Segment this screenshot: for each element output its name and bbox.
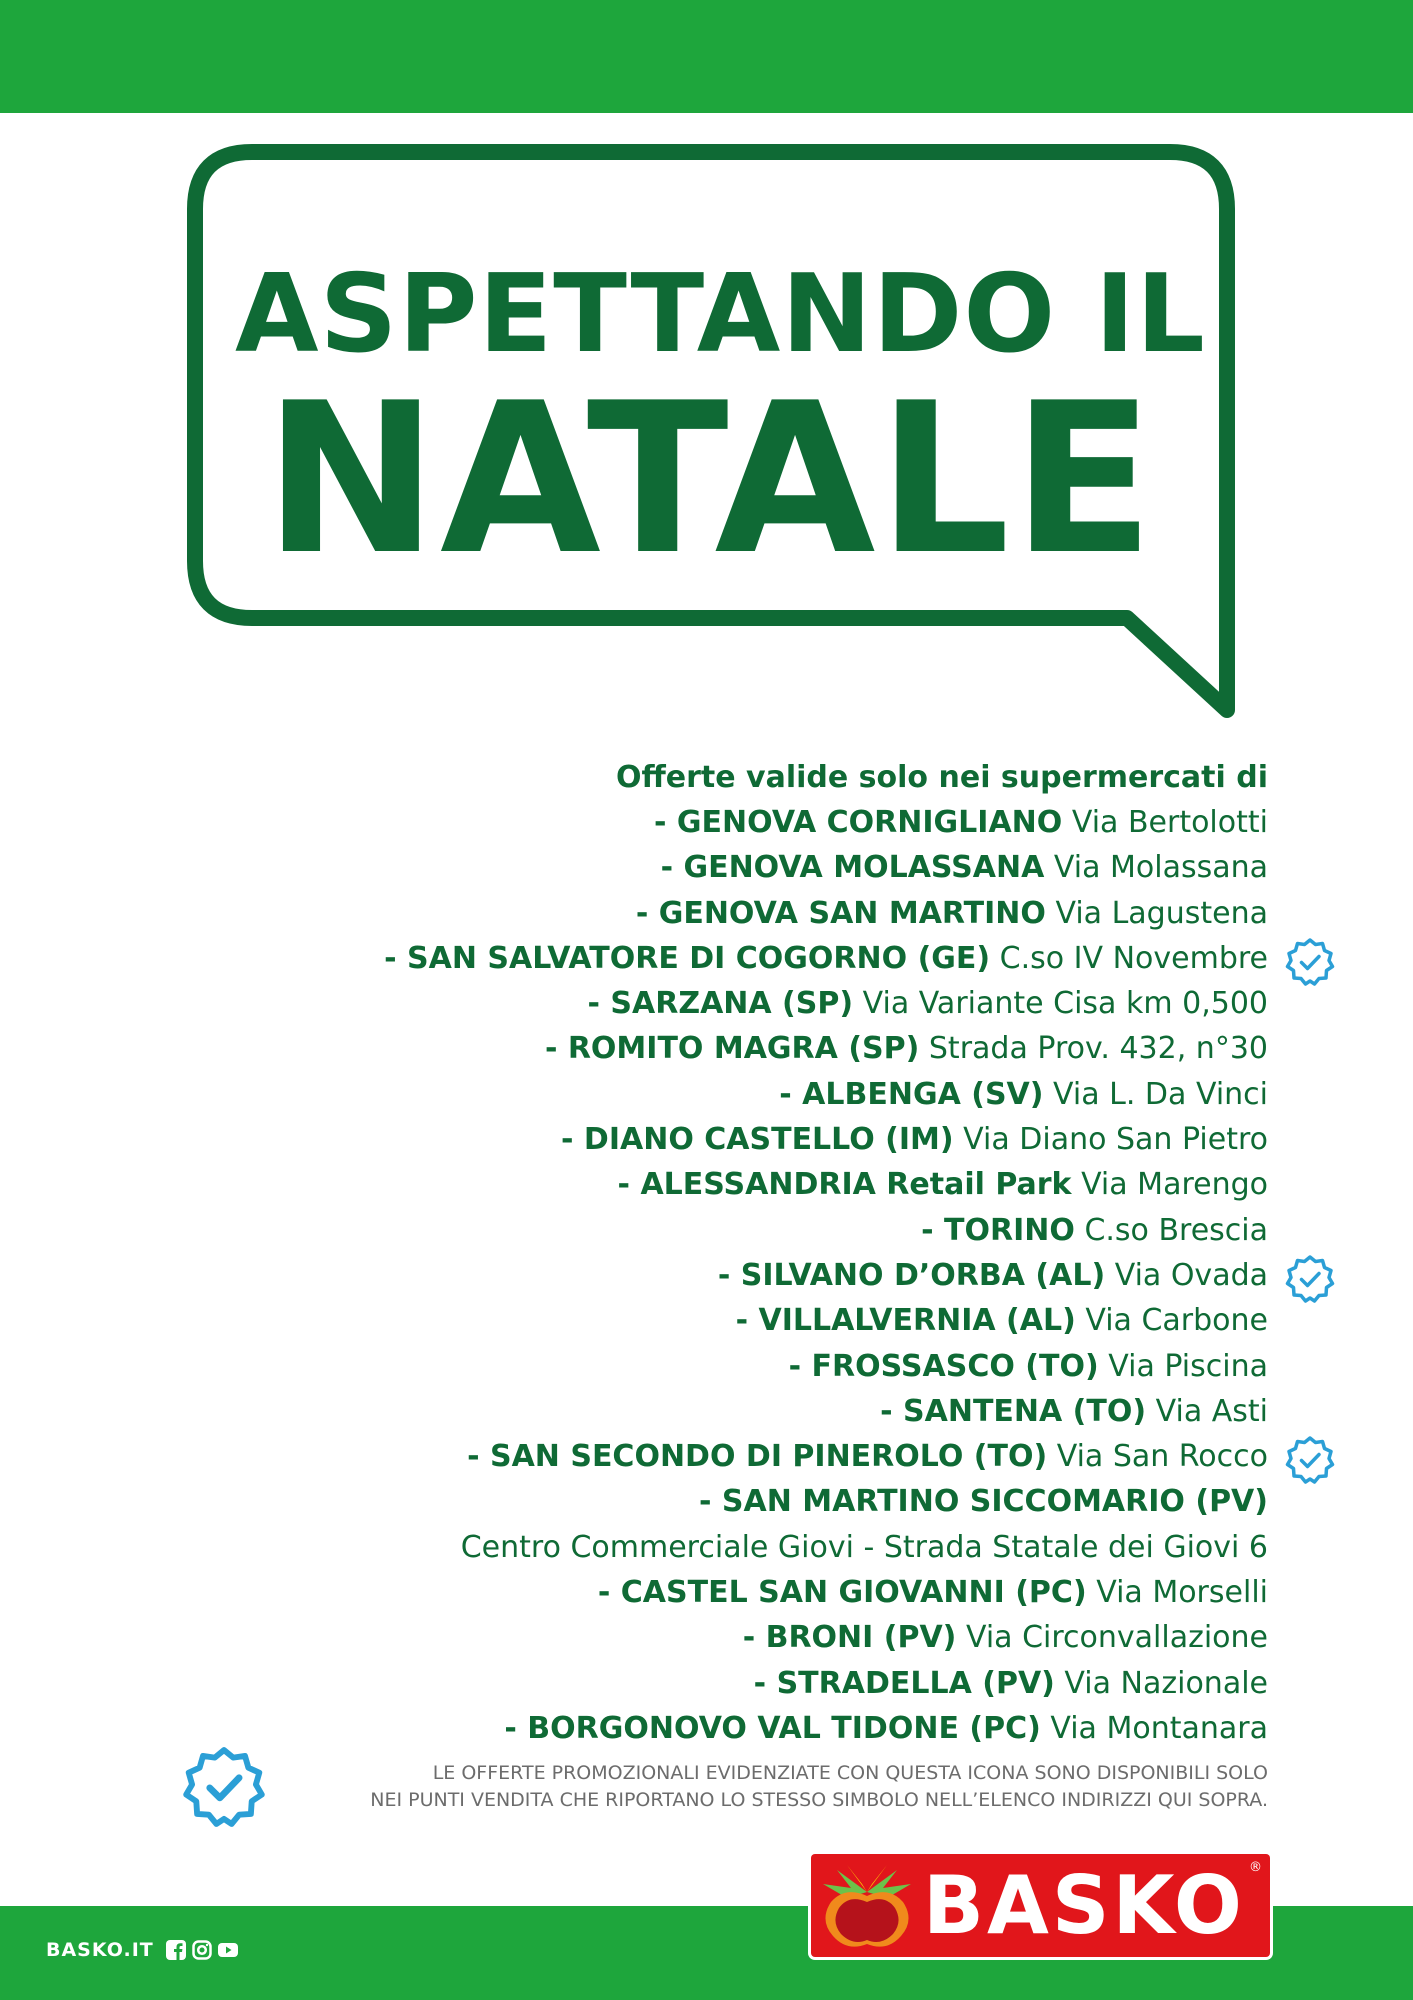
store-address: Via Morselli [1096,1575,1268,1611]
headline-line-1: ASPETTANDO IL [235,252,1206,377]
store-name: - BORGONOVO VAL TIDONE (PC) [504,1710,1041,1746]
store-address: Via Carbone [1085,1303,1268,1339]
store-address: Via Circonvallazione [965,1620,1268,1656]
store-name: - SAN SECONDO DI PINEROLO (TO) [467,1439,1048,1475]
store-name: - CASTEL SAN GIOVANNI (PC) [597,1575,1087,1611]
verified-badge-icon [182,1745,266,1829]
store-address: C.so Brescia [1084,1212,1268,1248]
youtube-icon[interactable] [218,1940,238,1960]
store-item [200,1434,1268,1479]
store-item [200,845,1268,890]
verified-badge-icon [1285,1254,1335,1304]
store-name: - SAN SALVATORE DI COGORNO (GE) [384,940,991,976]
headline-line-2: NATALE [263,359,1157,601]
store-item [200,891,1268,936]
store-name: - GENOVA CORNIGLIANO [654,805,1063,840]
store-address: Via Asti [1155,1393,1268,1429]
basko-logo [811,1854,1270,1957]
store-address: Via Variante Cisa km 0,500 [862,986,1268,1022]
apple-leaf-logo-icon [817,1862,917,1952]
disclaimer-text [290,1760,1268,1814]
store-address: Strada Prov. 432, n°30 [928,1031,1268,1067]
store-item [200,1072,1268,1117]
store-name: - SILVANO D’ORBA (AL) [717,1257,1106,1293]
store-address: Via Marengo [1081,1167,1268,1203]
website-link[interactable]: BASKO.IT [46,1939,154,1961]
store-address: Via San Rocco [1056,1439,1268,1475]
store-address: Via Diano San Pietro [963,1122,1268,1158]
store-name: - BRONI (PV) [742,1620,957,1656]
store-item [200,981,1268,1026]
store-address: C.so IV Novembre [999,940,1268,976]
store-item [200,1570,1268,1615]
store-item [200,1162,1268,1207]
store-item [200,1615,1268,1660]
store-address: Via Montanara [1050,1710,1268,1746]
store-name: - TORINO [921,1212,1075,1248]
store-item [200,1253,1268,1298]
store-name: - ALESSANDRIA Retail Park [617,1167,1072,1203]
store-name: - FROSSASCO (TO) [788,1348,1099,1384]
store-address: Via Lagustena [1055,895,1268,931]
store-address-continuation: Centro Commerciale Giovi - Strada Statale dei Giovi 6 [460,1529,1268,1565]
footer-website [46,1931,238,1969]
verified-badge-icon [1285,1435,1335,1485]
store-item [200,1208,1268,1253]
store-address: Via L. Da Vinci [1053,1076,1268,1112]
disclaimer-line-1: LE OFFERTE PROMOZIONALI EVIDENZIATE CON QUESTA ICONA SONO DISPONIBILI SOLO [432,1762,1268,1784]
store-name: - SANTENA (TO) [880,1393,1147,1429]
store-item [200,1117,1268,1162]
store-item [200,1389,1268,1434]
store-name: - DIANO CASTELLO (IM) [561,1122,954,1158]
store-item [200,1298,1268,1343]
disclaimer-line-2: NEI PUNTI VENDITA CHE RIPORTANO LO STESSO SIMBOLO NELL’ELENCO INDIRIZZI QUI SOPRA. [370,1789,1268,1811]
store-name: - ALBENGA (SV) [779,1076,1044,1112]
store-address: Via Bertolotti [1071,805,1268,840]
store-name: - GENOVA SAN MARTINO [635,895,1046,931]
store-item [200,936,1268,981]
store-item [200,800,1268,845]
store-item [200,1661,1268,1706]
store-item [200,1344,1268,1389]
store-name: - ROMITO MAGRA (SP) [544,1031,920,1067]
store-name: - STRADELLA (PV) [753,1665,1055,1701]
store-name: - SARZANA (SP) [587,986,854,1022]
store-address: Via Piscina [1108,1348,1268,1384]
store-list-intro: Offerte valide solo nei supermercati di [615,760,1268,795]
store-name: - VILLALVERNIA (AL) [735,1303,1076,1339]
store-name: - GENOVA MOLASSANA [660,850,1045,886]
store-address: Via Nazionale [1064,1665,1268,1701]
store-item [200,1479,1268,1524]
verified-badge-icon [1285,937,1335,987]
facebook-icon[interactable] [166,1940,186,1960]
store-list [200,755,1268,1751]
brand-name: BASKO [923,1859,1245,1952]
store-item [200,1026,1268,1071]
registered-mark: ® [1249,1860,1262,1875]
store-address: Via Molassana [1053,850,1268,886]
store-address: Via Ovada [1114,1257,1268,1293]
store-name: - SAN MARTINO SICCOMARIO (PV) [699,1484,1268,1520]
instagram-icon[interactable] [192,1940,212,1960]
store-item [200,1706,1268,1751]
